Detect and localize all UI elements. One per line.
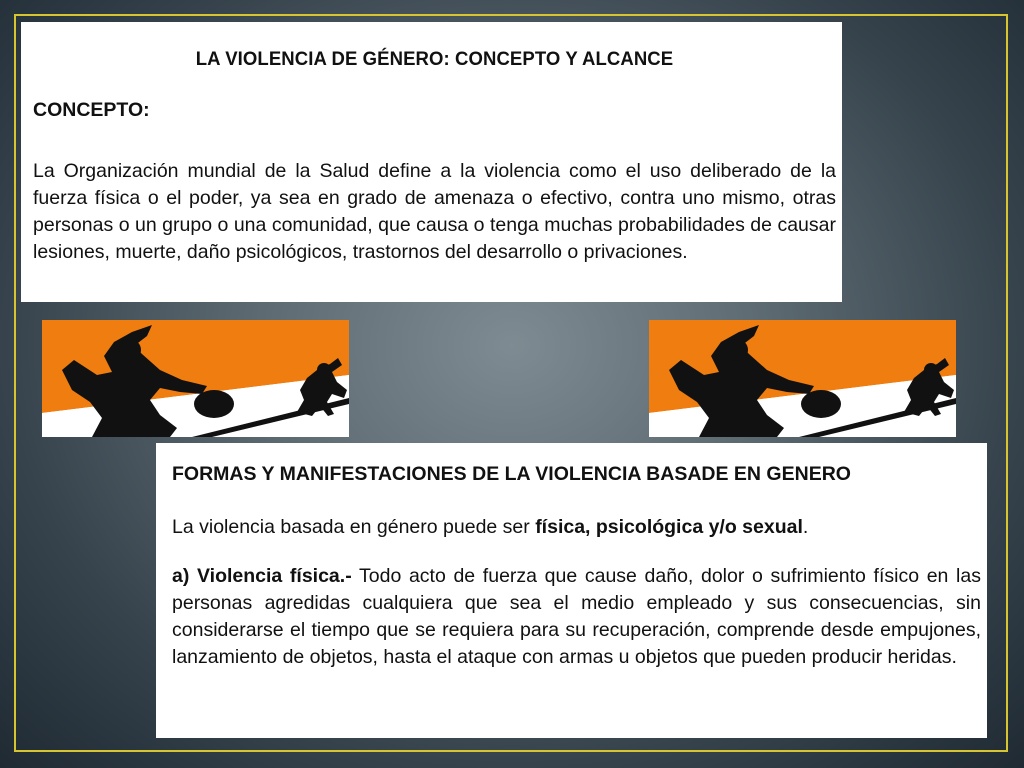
forms-intro-suffix: .	[802, 516, 809, 538]
concept-title: LA VIOLENCIA DE GÉNERO: CONCEPTO Y ALCANCE	[195, 48, 674, 70]
forms-box	[156, 443, 987, 738]
violence-silhouette-illustration	[649, 320, 956, 437]
concept-heading: CONCEPTO:	[33, 99, 150, 121]
item-separator: .-	[339, 565, 352, 587]
physical-violence-item	[172, 563, 981, 671]
item-label: a) Violencia física	[172, 565, 340, 587]
forms-intro	[172, 514, 981, 541]
forms-intro-bold: física, psicológica y/o sexual	[535, 516, 803, 538]
forms-intro-prefix: La violencia basada en género puede ser	[172, 516, 536, 538]
violence-silhouette-illustration	[42, 320, 349, 437]
concept-box	[21, 22, 842, 302]
item-text: Todo acto de fuerza que cause daño, dolor o sufrimiento físico en las personas agredidas cualquiera que sea el medio empleado y sus consecuencias, sin considerarse el tiempo que se requiera para su recuperación, comprende desde empujones, lanzamiento de objetos, hasta el ataque con armas u objetos que pueden producir heridas.	[172, 565, 981, 668]
forms-title: FORMAS Y MANIFESTACIONES DE LA VIOLENCIA BASADE EN GENERO	[172, 463, 851, 485]
concept-body: La Organización mundial de la Salud define a la violencia como el uso deliberado de la fuerza física o el poder, ya sea en grado de amenaza o efectivo, contra uno mismo, otras personas o un grupo o una comunidad, que causa o tenga muchas probabilidades de causar lesiones, muerte, daño psicológicos, trastornos del desarrollo o privaciones.	[33, 160, 836, 263]
violence-illustration-right	[649, 320, 956, 437]
violence-illustration-left	[42, 320, 349, 437]
